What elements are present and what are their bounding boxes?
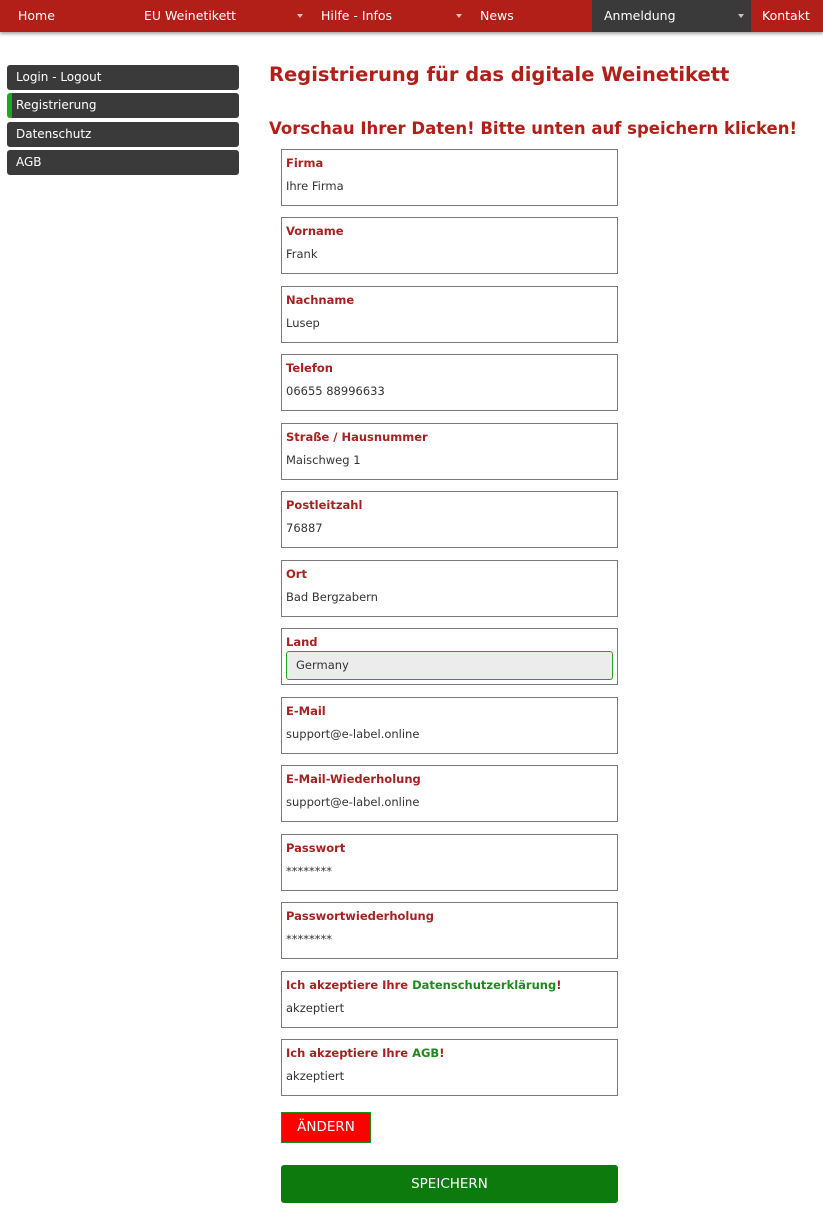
nav-news[interactable]: News	[480, 8, 514, 23]
field-label: Straße / Hausnummer	[286, 430, 428, 444]
top-navigation	[0, 0, 823, 32]
field-value: ********	[286, 932, 332, 946]
change-button[interactable]: ÄNDERN	[281, 1112, 371, 1143]
sidebar-item-registrierung[interactable]: Registrierung	[7, 93, 239, 118]
field-land	[281, 628, 618, 685]
field-postleitzahl	[281, 491, 618, 548]
field-telefon	[281, 354, 618, 411]
field-value: akzeptiert	[286, 1001, 345, 1015]
privacy-policy-link[interactable]: Datenschutzerklärung	[412, 978, 557, 992]
nav-hilfe-infos-label: Hilfe - Infos	[321, 8, 393, 23]
field-firma	[281, 149, 618, 206]
nav-eu-weinetikett-label: EU Weinetikett	[144, 8, 237, 23]
field-label: Vorname	[286, 224, 344, 238]
nav-eu-weinetikett[interactable]	[144, 0, 308, 32]
chevron-down-icon	[297, 14, 303, 18]
sidebar-item-login-logout[interactable]: Login - Logout	[7, 65, 239, 90]
page-title: Registrierung für das digitale Weinetikett	[269, 63, 730, 86]
field-label: E-Mail	[286, 704, 326, 718]
field-label	[286, 1046, 444, 1060]
field-label	[286, 978, 561, 992]
field-label: Postleitzahl	[286, 498, 363, 512]
field-value: ********	[286, 864, 332, 878]
field-datenschutz-consent	[281, 971, 618, 1028]
field-label: E-Mail-Wiederholung	[286, 772, 421, 786]
nav-anmeldung-label: Anmeldung	[604, 8, 676, 23]
consent-suffix: !	[439, 1046, 445, 1060]
field-value: Maischweg 1	[286, 453, 361, 467]
consent-text: Ich akzeptiere Ihre	[286, 1046, 413, 1060]
nav-anmeldung[interactable]	[592, 0, 751, 32]
page-subtitle: Vorschau Ihrer Daten! Bitte unten auf speichern klicken!	[269, 119, 798, 138]
field-value: Frank	[286, 247, 318, 261]
consent-suffix: !	[556, 978, 562, 992]
field-label: Passwortwiederholung	[286, 909, 434, 923]
field-value: 76887	[286, 521, 323, 535]
field-label: Nachname	[286, 293, 355, 307]
field-label: Land	[286, 635, 318, 649]
sidebar-item-agb[interactable]: AGB	[7, 150, 239, 175]
field-value: 06655 88996633	[286, 384, 385, 398]
field-email	[281, 697, 618, 754]
field-value: Ihre Firma	[286, 179, 344, 193]
save-button[interactable]: SPEICHERN	[281, 1165, 618, 1203]
field-agb-consent	[281, 1039, 618, 1096]
field-label: Telefon	[286, 361, 333, 375]
field-value: Lusep	[286, 316, 320, 330]
field-label: Firma	[286, 156, 324, 170]
field-value: Bad Bergzabern	[286, 590, 378, 604]
field-value: support@e-label.online	[286, 727, 420, 741]
field-label: Passwort	[286, 841, 346, 855]
field-passwort	[281, 834, 618, 891]
nav-hilfe-infos[interactable]	[321, 0, 468, 32]
field-value: akzeptiert	[286, 1069, 345, 1083]
nav-home[interactable]: Home	[18, 8, 55, 23]
field-nachname	[281, 286, 618, 343]
nav-kontakt[interactable]: Kontakt	[762, 8, 810, 23]
field-strasse	[281, 423, 618, 480]
field-email-wiederholung	[281, 765, 618, 822]
sidebar-item-datenschutz[interactable]: Datenschutz	[7, 122, 239, 147]
field-label: Ort	[286, 567, 307, 581]
field-value: support@e-label.online	[286, 795, 420, 809]
consent-text: Ich akzeptiere Ihre	[286, 978, 413, 992]
field-ort	[281, 560, 618, 617]
field-vorname	[281, 217, 618, 274]
field-passwortwiederholung	[281, 902, 618, 959]
chevron-down-icon	[738, 14, 744, 18]
chevron-down-icon	[456, 14, 462, 18]
agb-link[interactable]: AGB	[412, 1046, 440, 1060]
country-select[interactable]: Germany	[286, 651, 613, 680]
